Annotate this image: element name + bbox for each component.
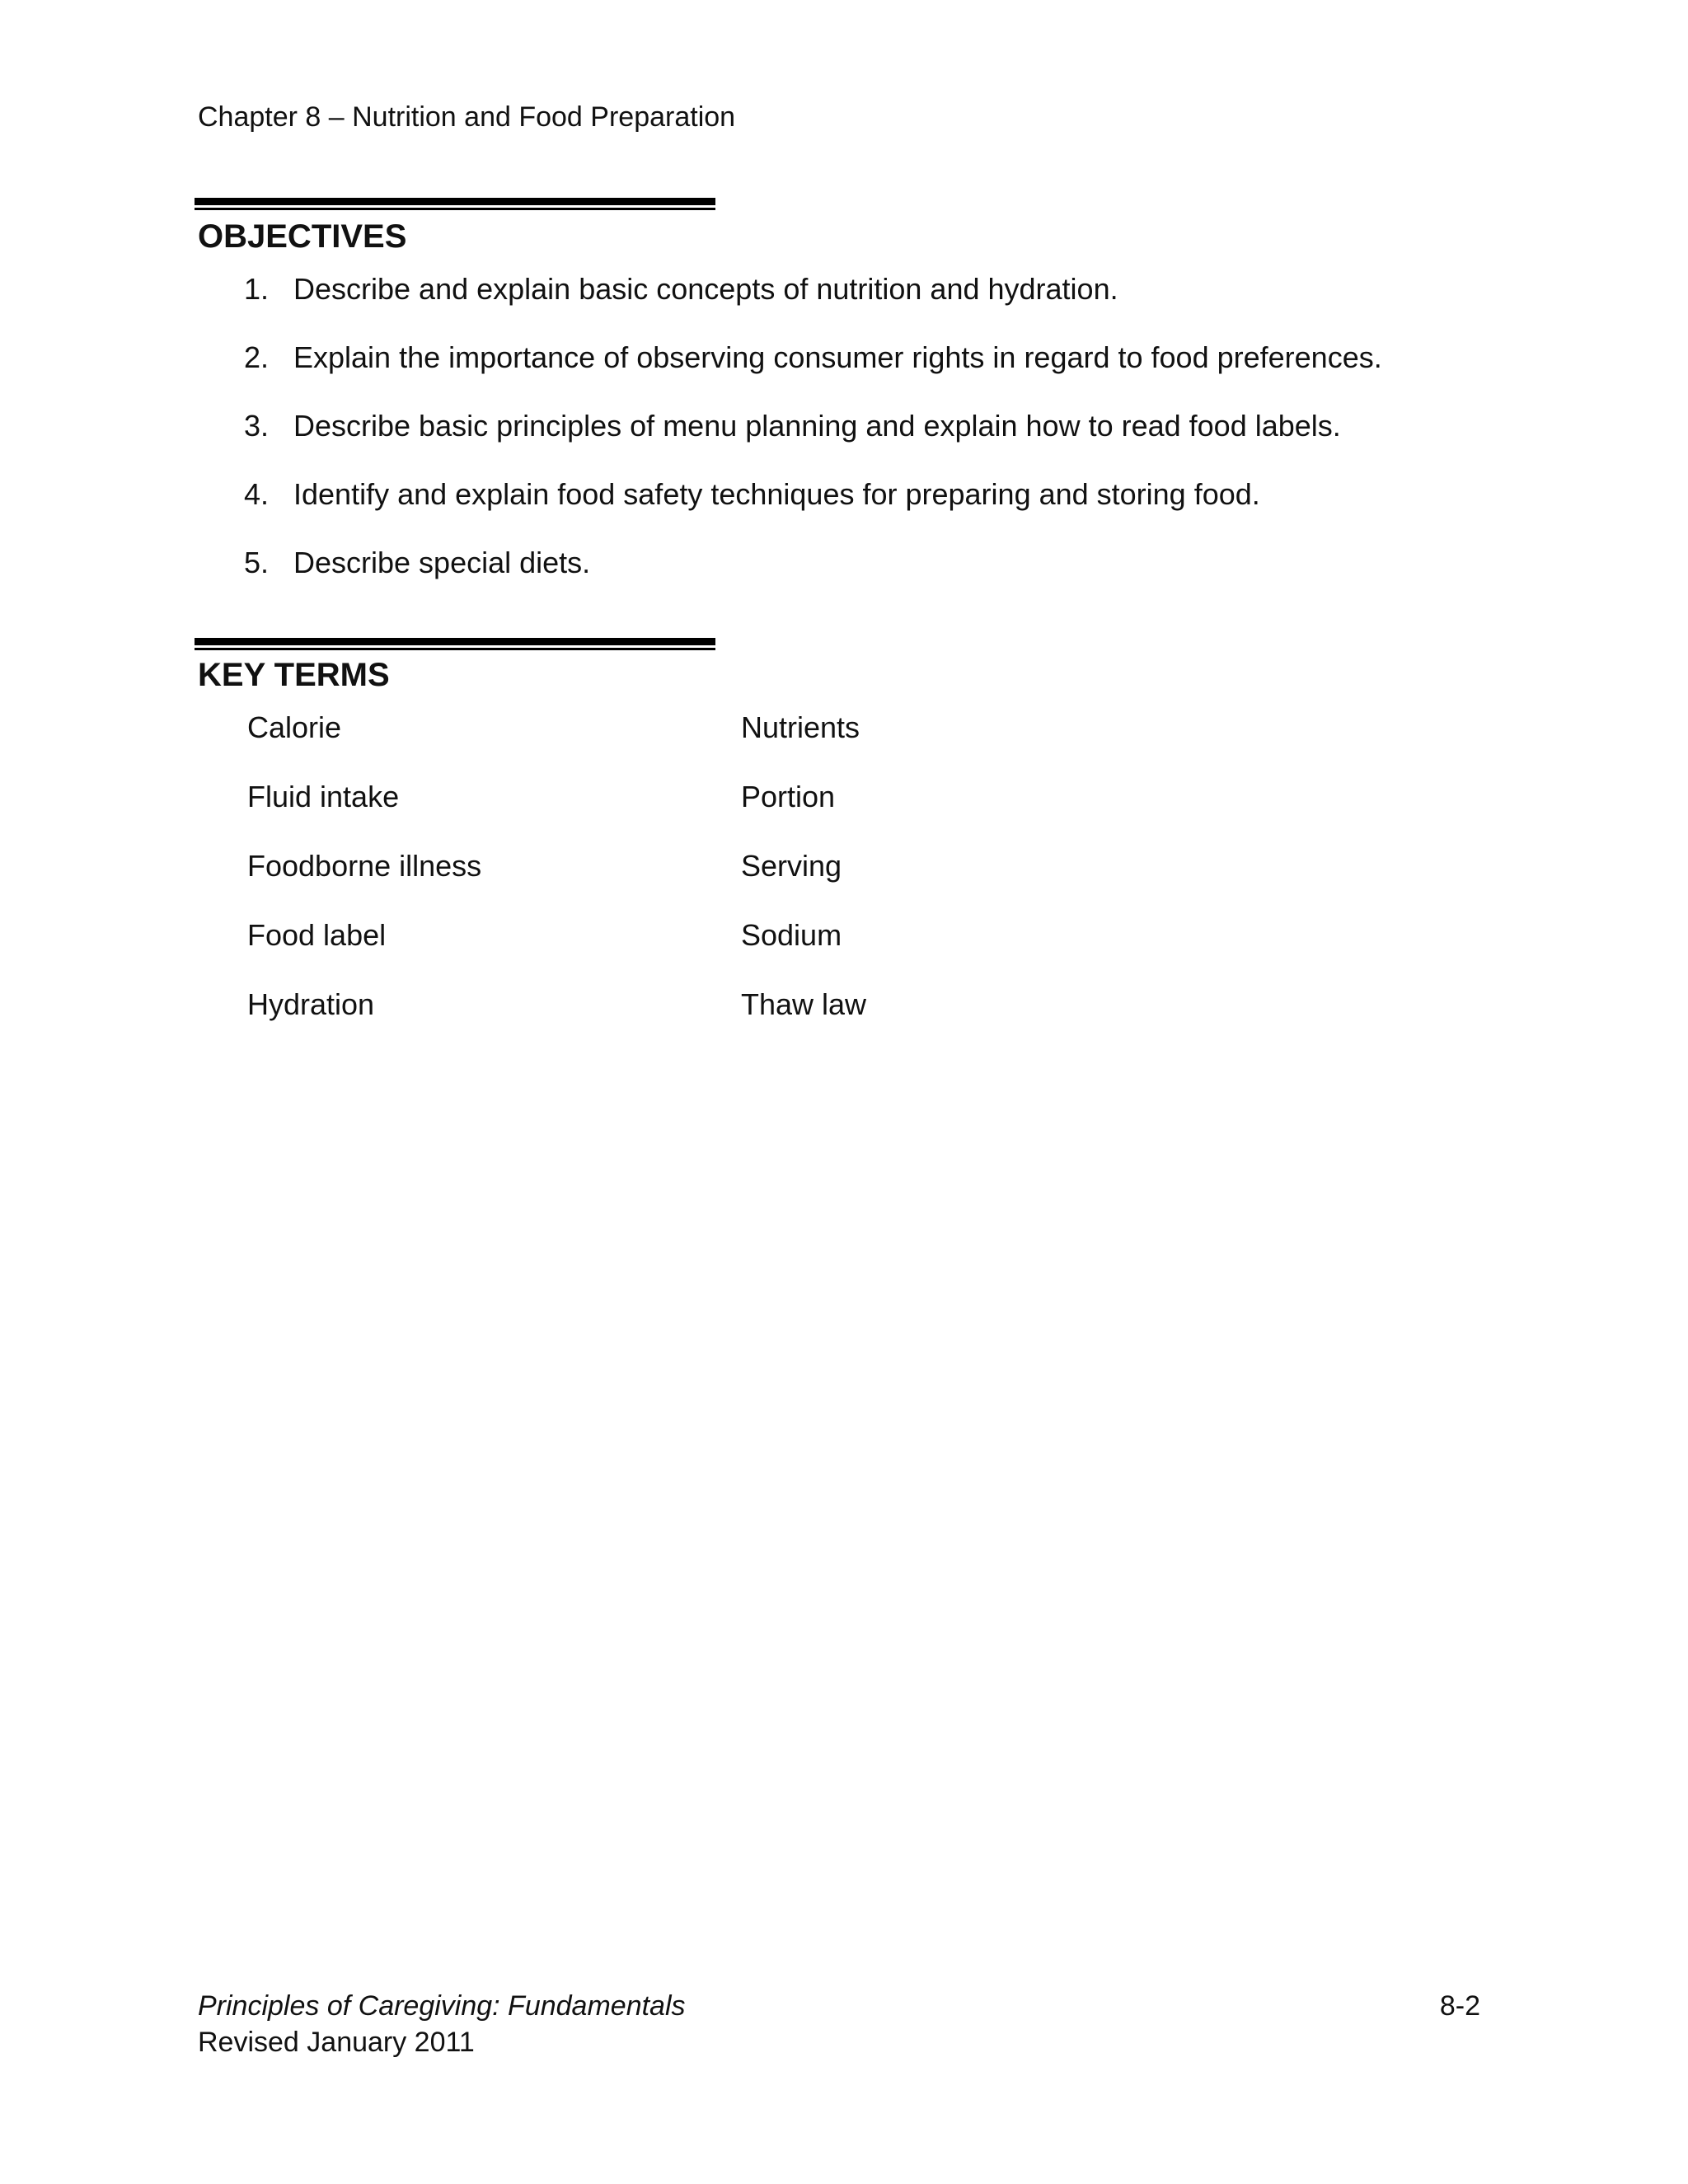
objective-text: Describe and explain basic concepts of nutrition and hydration. [293,272,1118,306]
key-term: Fluid intake [247,780,400,813]
objectives-divider [195,198,715,210]
objective-text: Describe basic principles of menu planning and explain how to read food labels. [293,409,1341,443]
key-term: Hydration [247,987,375,1021]
objective-item [244,339,1382,377]
key-term: Sodium [741,918,842,952]
page-number: 8-2 [1439,1990,1480,2022]
key-term: Serving [741,849,842,883]
objective-item [244,544,590,582]
objective-item [244,407,1341,445]
objective-number: 5. [244,546,270,579]
objectives-heading: OBJECTIVES [198,218,407,255]
objective-number: 3. [244,409,270,443]
objective-item [244,270,1118,308]
objective-text: Identify and explain food safety techniques for preparing and storing food. [293,477,1260,511]
objective-text: Explain the importance of observing consumer rights in regard to food preferences. [293,340,1382,374]
key-terms-divider [195,638,715,650]
footer-title: Principles of Caregiving: Fundamentals [198,1990,686,2022]
key-term: Calorie [247,710,342,744]
key-term: Nutrients [741,710,860,744]
key-term: Portion [741,780,836,813]
objective-number: 2. [244,340,270,374]
key-term: Foodborne illness [247,849,482,883]
objective-number: 1. [244,272,270,306]
footer-revised-date: Revised January 2011 [198,2027,475,2058]
objective-number: 4. [244,477,270,511]
objective-text: Describe special diets. [293,546,591,579]
key-terms-heading: KEY TERMS [198,657,390,693]
key-term: Food label [247,918,387,952]
key-term: Thaw law [741,987,867,1021]
objective-item [244,476,1260,513]
running-header: Chapter 8 – Nutrition and Food Preparation [198,101,736,133]
